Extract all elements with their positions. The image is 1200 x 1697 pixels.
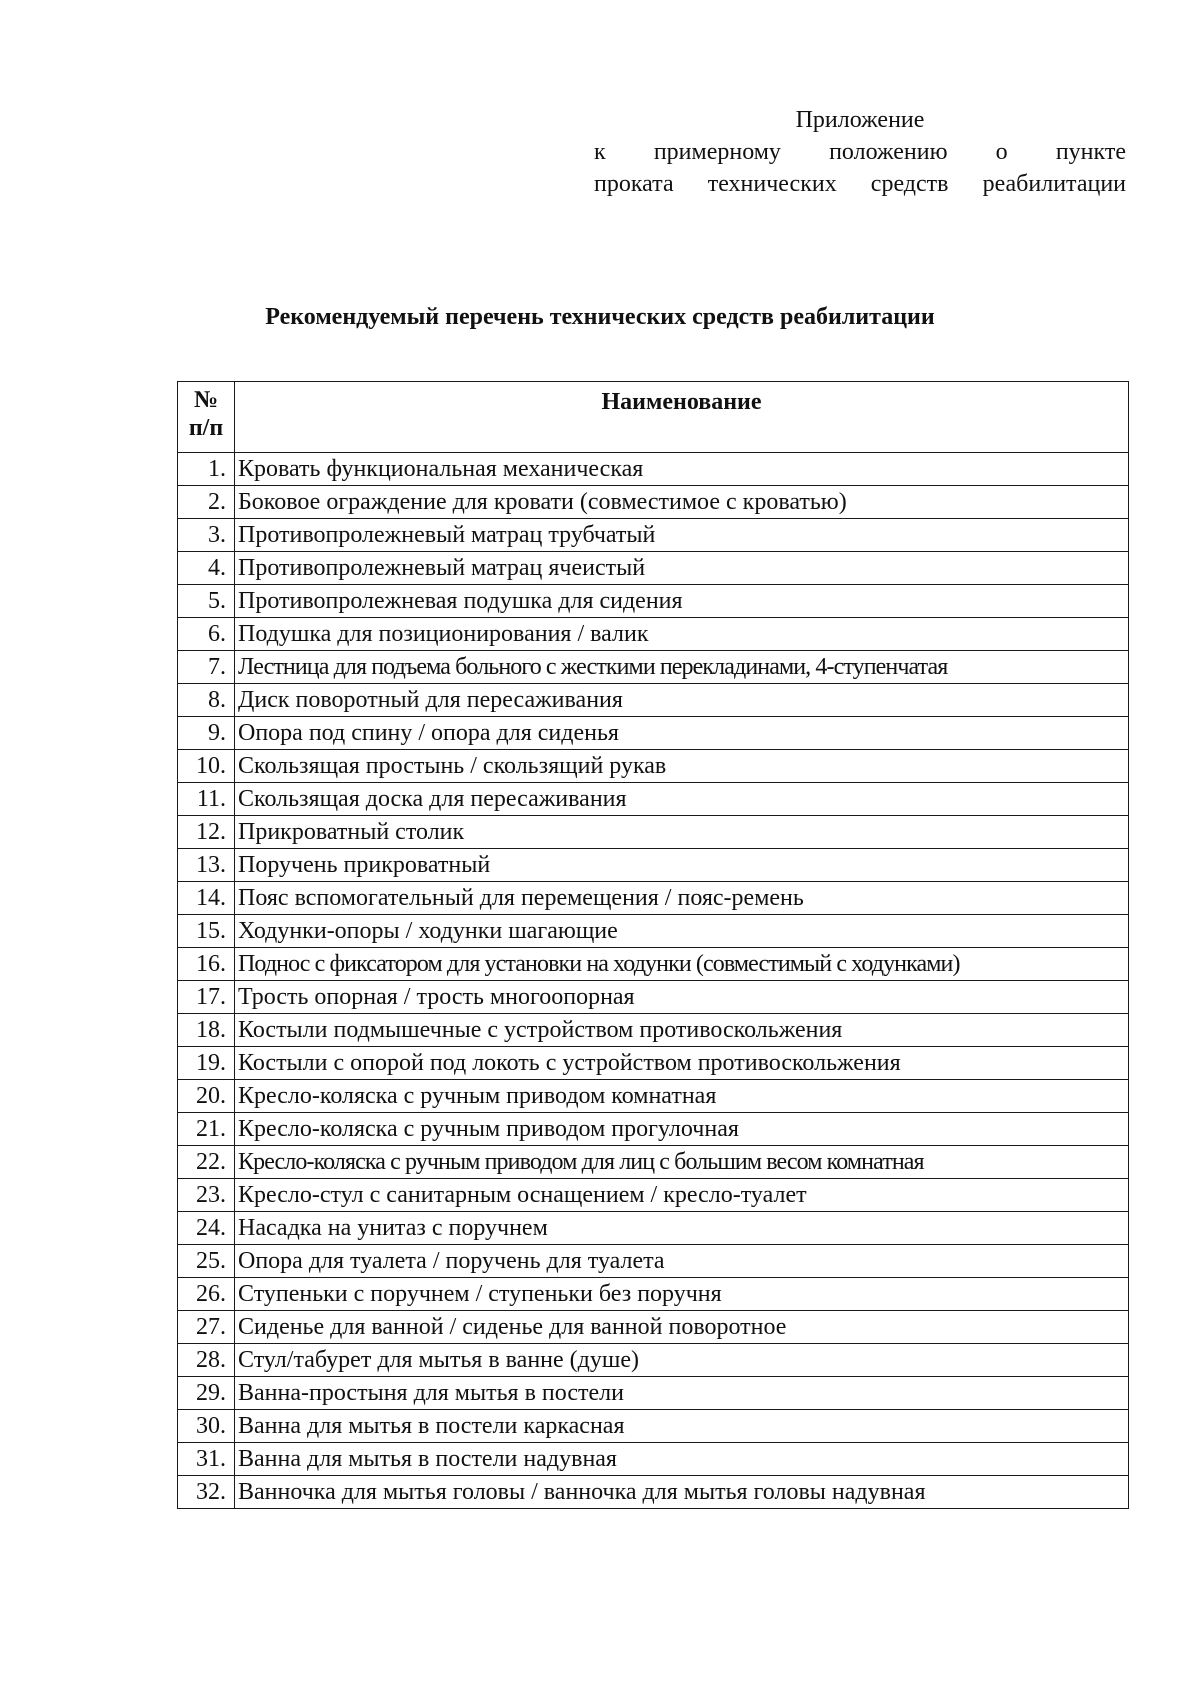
table-row [178, 717, 1129, 750]
table-row [178, 585, 1129, 618]
appendix-header [594, 104, 1126, 200]
row-item-name: Ходунки-опоры / ходунки шагающие [235, 915, 1129, 948]
table-row [178, 1179, 1129, 1212]
table-row [178, 552, 1129, 585]
row-number: 23. [178, 1179, 235, 1212]
appendix-reference-line-1: к примерному положению о пункте [594, 139, 1126, 165]
row-item-name: Ванна для мытья в постели надувная [235, 1443, 1129, 1476]
row-item-name: Противопролежневый матрац трубчатый [235, 519, 1129, 552]
row-item-name: Костыли подмышечные с устройством противоскольжения [235, 1014, 1129, 1047]
number-header-abbrev: п/п [188, 415, 224, 441]
row-item-name: Поручень прикроватный [235, 849, 1129, 882]
row-item-name: Лестница для подъема больного с жесткими перекладинами, 4-ступенчатая [235, 651, 1129, 684]
table-row [178, 1443, 1129, 1476]
table-row [178, 948, 1129, 981]
row-item-name: Ванночка для мытья головы / ванночка для мытья головы надувная [235, 1476, 1129, 1509]
row-item-name: Диск поворотный для пересаживания [235, 684, 1129, 717]
document-title: Рекомендуемый перечень технических средств реабилитации [265, 304, 935, 330]
row-number: 32. [178, 1476, 235, 1509]
row-item-name: Противопролежневая подушка для сидения [235, 585, 1129, 618]
row-item-name: Кресло-коляска с ручным приводом для лиц с большим весом комнатная [235, 1146, 1129, 1179]
name-column-header: Наименование [235, 382, 1129, 453]
row-number: 18. [178, 1014, 235, 1047]
row-number: 19. [178, 1047, 235, 1080]
row-number: 21. [178, 1113, 235, 1146]
row-item-name: Опора под спину / опора для сиденья [235, 717, 1129, 750]
row-item-name: Опора для туалета / поручень для туалета [235, 1245, 1129, 1278]
row-number: 28. [178, 1344, 235, 1377]
row-item-name: Скользящая простынь / скользящий рукав [235, 750, 1129, 783]
table-row [178, 486, 1129, 519]
row-item-name: Сиденье для ванной / сиденье для ванной поворотное [235, 1311, 1129, 1344]
row-number: 17. [178, 981, 235, 1014]
appendix-label: Приложение [795, 107, 925, 133]
row-item-name: Насадка на унитаз с поручнем [235, 1212, 1129, 1245]
table-row [178, 849, 1129, 882]
row-number: 5. [178, 585, 235, 618]
row-item-name: Костыли с опорой под локоть с устройством противоскольжения [235, 1047, 1129, 1080]
row-number: 25. [178, 1245, 235, 1278]
row-number: 27. [178, 1311, 235, 1344]
table-row [178, 981, 1129, 1014]
row-number: 31. [178, 1443, 235, 1476]
row-item-name: Пояс вспомогательный для перемещения / пояс-ремень [235, 882, 1129, 915]
table-row [178, 651, 1129, 684]
row-number: 20. [178, 1080, 235, 1113]
table-row [178, 816, 1129, 849]
row-number: 30. [178, 1410, 235, 1443]
row-number: 26. [178, 1278, 235, 1311]
row-item-name: Прикроватный столик [235, 816, 1129, 849]
number-header-symbol: № [193, 387, 219, 413]
row-item-name: Кровать функциональная механическая [235, 453, 1129, 486]
row-item-name: Кресло-коляска с ручным приводом комнатная [235, 1080, 1129, 1113]
row-item-name: Боковое ограждение для кровати (совместимое с кроватью) [235, 486, 1129, 519]
table-row [178, 618, 1129, 651]
row-number: 13. [178, 849, 235, 882]
row-item-name: Стул/табурет для мытья в ванне (душе) [235, 1344, 1129, 1377]
row-number: 8. [178, 684, 235, 717]
table-row [178, 1410, 1129, 1443]
table-row [178, 1212, 1129, 1245]
row-number: 16. [178, 948, 235, 981]
row-number: 3. [178, 519, 235, 552]
row-item-name: Подушка для позиционирования / валик [235, 618, 1129, 651]
appendix-reference-line-2: проката технических средств реабилитации [594, 171, 1126, 197]
equipment-table [177, 381, 1129, 1509]
row-item-name: Трость опорная / трость многоопорная [235, 981, 1129, 1014]
table-row [178, 1047, 1129, 1080]
row-number: 6. [178, 618, 235, 651]
table-header-row [178, 382, 1129, 453]
row-number: 10. [178, 750, 235, 783]
table-row [178, 783, 1129, 816]
row-number: 15. [178, 915, 235, 948]
table-row [178, 750, 1129, 783]
row-number: 14. [178, 882, 235, 915]
row-item-name: Поднос с фиксатором для установки на ходунки (совместимый с ходунками) [235, 948, 1129, 981]
table-row [178, 1146, 1129, 1179]
row-number: 12. [178, 816, 235, 849]
row-item-name: Ванна-простыня для мытья в постели [235, 1377, 1129, 1410]
table-body [178, 453, 1129, 1509]
table-row [178, 882, 1129, 915]
row-item-name: Кресло-стул с санитарным оснащением / кресло-туалет [235, 1179, 1129, 1212]
row-number: 4. [178, 552, 235, 585]
row-item-name: Ступеньки с поручнем / ступеньки без поручня [235, 1278, 1129, 1311]
row-number: 7. [178, 651, 235, 684]
table-row [178, 1377, 1129, 1410]
row-item-name: Скользящая доска для пересаживания [235, 783, 1129, 816]
table-row [178, 519, 1129, 552]
table-row [178, 1080, 1129, 1113]
row-number: 29. [178, 1377, 235, 1410]
table-row [178, 1278, 1129, 1311]
row-item-name: Противопролежневый матрац ячеистый [235, 552, 1129, 585]
row-number: 11. [178, 783, 235, 816]
table-row [178, 915, 1129, 948]
row-item-name: Ванна для мытья в постели каркасная [235, 1410, 1129, 1443]
table-row [178, 684, 1129, 717]
row-number: 2. [178, 486, 235, 519]
table-row [178, 453, 1129, 486]
table-row [178, 1014, 1129, 1047]
table-row [178, 1311, 1129, 1344]
table-row [178, 1113, 1129, 1146]
row-number: 1. [178, 453, 235, 486]
row-number: 9. [178, 717, 235, 750]
table-row [178, 1476, 1129, 1509]
row-number: 22. [178, 1146, 235, 1179]
table-row [178, 1245, 1129, 1278]
table-row [178, 1344, 1129, 1377]
row-item-name: Кресло-коляска с ручным приводом прогулочная [235, 1113, 1129, 1146]
number-column-header [178, 382, 235, 453]
row-number: 24. [178, 1212, 235, 1245]
